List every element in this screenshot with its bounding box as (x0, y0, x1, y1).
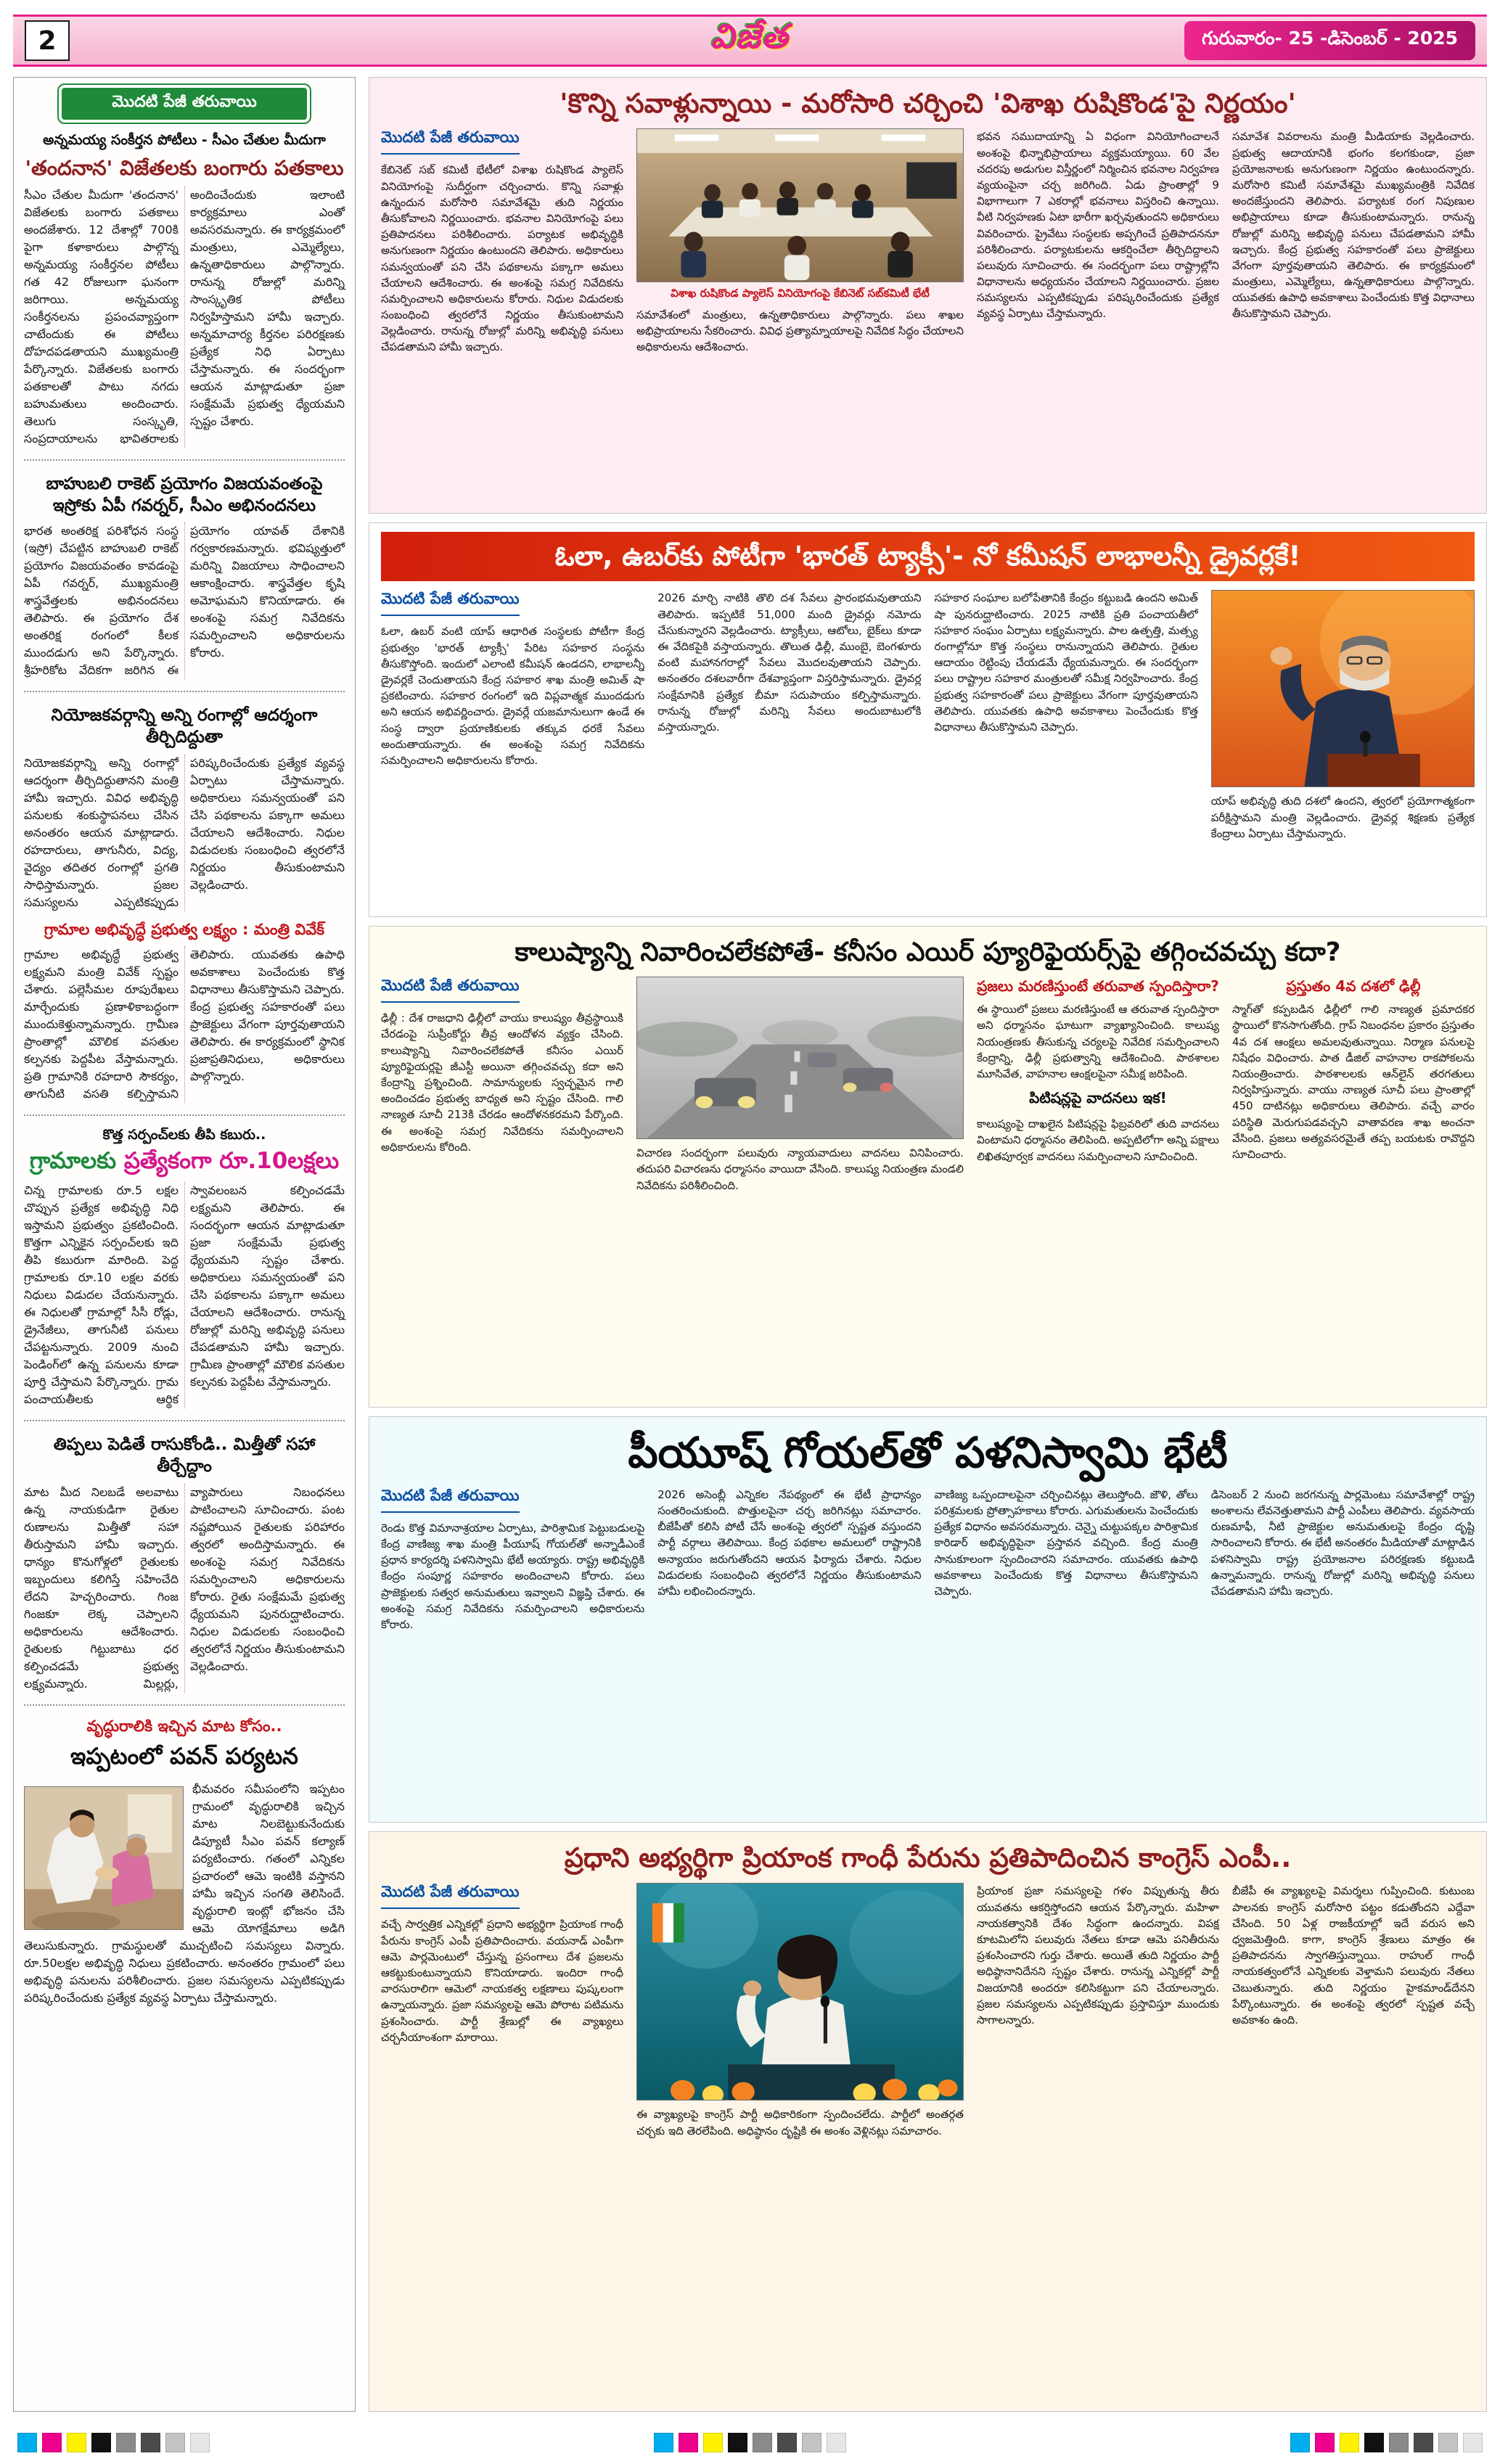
article-constituency-development (24, 691, 345, 1114)
article-kicker: అన్నమయ్య సంకీర్తన పోటీలు - సీఎం చేతుల మీదుగా (43, 132, 326, 148)
article-column (1232, 1883, 1475, 2402)
registration-mark (165, 2433, 185, 2452)
article-column (1232, 977, 1475, 1398)
article-headline: తిప్పలు పెడితే రాసుకోండి.. మిత్తీతో సహా తీర్చేద్దాం (53, 1435, 316, 1477)
article-body: 2026 అసెంబ్లీ ఎన్నికల నేపథ్యంలో ఈ భేటీ ప్రాధాన్యం సంతరించుకుంది. పొత్తులపైనా చర్చ జరిగినట్లు సమాచారం. బీజేపీతో కలిసి పోటీ చేసే అంశంపై త్వరలో స్పష్టత వస్తుందని పార్టీ వర్గాలు తెలిపాయి. కేంద్ర పథకాల అమలులో రాష్ట్రానికి అన్యాయం జరుగుతోందని ఆయన ఫిర్యాదు చేశారు. నిధుల విడుదలకు సంబంధించి త్వరలోనే నిర్ణయం తీసుకుంటామని హామీ లభించిందన్నారు. (657, 1487, 922, 1598)
continuation-label: మొదటి పేజీ తరువాయి (381, 1487, 520, 1513)
article-subhead: ప్రస్తుతం 4వ దశలో ఢిల్లీ (1286, 977, 1421, 995)
masthead-bar (13, 15, 1487, 67)
registration-mark (91, 2433, 111, 2452)
registration-marks-group-center (654, 2433, 846, 2452)
article-subhead: పిటిషన్లపై వాదనలు ఇక! (1029, 1089, 1167, 1107)
photo-delhi-smog-road (636, 977, 964, 1139)
article-kicker: వృద్ధురాలికి ఇచ్చిన మాట కోసం.. (86, 1717, 282, 1736)
registration-mark (190, 2433, 210, 2452)
article-column (977, 128, 1219, 504)
article-body: భవన సముదాయాన్ని ఏ విధంగా వినియోగించాలనే అంశంపై భిన్నాభిప్రాయాలు వ్యక్తమయ్యాయి. 60 వేల చదరపు అడుగుల విస్తీర్ణంలో నిర్మించిన భవనాల నిర్వహణ వ్యయంపైనా చర్చ జరిగింది. ఏడు ప్రాంతాల్లో 9 విభాగాలుగా 7 ఎకరాల్లో భవనాలు విస్తరించి ఉన్నాయి. వీటి నిర్వహణకు ఏటా భారీగా ఖర్చవుతుందని అధికారులు వివరించారు. ప్రైవేటు సంస్థలకు అప్పగించే ప్రతిపాదననూ పరిశీలించారు. పర్యాటకులను ఆకర్షించేలా తీర్చిదిద్దాలని పలువురు సూచించారు. ఈ సందర్భంగా పలు రాష్ట్రాల్లోని విధానాలను అధ్యయనం చేయాలని నిర్ణయించారు. ప్రజల సమస్యలను ఎప్పటికప్పుడు పరిష్కరించేందుకు ప్రత్యేక వ్యవస్థ ఏర్పాటు చేస్తామన్నారు. (976, 130, 1219, 321)
article-column (636, 1883, 964, 2402)
continuation-label: మొదటి పేజీ తరువాయి (381, 977, 520, 1003)
registration-mark (1364, 2433, 1384, 2452)
registration-mark (728, 2433, 747, 2452)
article-column (381, 128, 623, 504)
registration-marks-group-right (1290, 2433, 1483, 2452)
headline-part-magenta: ప్రత్యేకంగా రూ.10లక్షలు (116, 1148, 340, 1175)
article-column (636, 128, 964, 504)
article-body: సహకార సంఘాల బలోపేతానికి కేంద్రం కట్టుబడి ఉందని అమిత్ షా పునరుద్ఘాటించారు. 2025 నాటికి ప్రతి పంచాయతీలో సహకార సంఘం ఏర్పాటు లక్ష్యమన్నారు. పాల ఉత్పత్తి, మత్స్య రంగాల్లోనూ కొత్త సంస్థలు రానున్నాయని తెలిపారు. రైతుల ఆదాయం రెట్టింపు చేయడమే ధ్యేయమన్నారు. ఈ సందర్భంగా పలు రాష్ట్రాల సహకార మంత్రులతో సమీక్ష నిర్వహించారు. కేంద్ర ప్రభుత్వ సహకారంతో పలు ప్రాజెక్టులు వేగంగా పూర్తవుతాయని తెలిపారు. యువతకు ఉపాధి అవకాశాలు పెంచేందుకు కొత్త విధానాలు తీసుకొస్తామని చెప్పారు. (934, 591, 1198, 734)
article-tandanana-winners (24, 128, 345, 459)
article-body: భీమవరం సమీపంలోని ఇప్పటం గ్రామంలో వృద్ధురాలికి ఇచ్చిన మాట నిలబెట్టుకునేందుకు డిప్యూటీ సీఎం పవన్ కల్యాణ్ పర్యటించారు. గతంలో ఎన్నికల ప్రచారంలో ఆమె ఇంటికి వస్తానని హామీ ఇచ్చిన సంగతి తెలిసిందే. వృద్ధురాలి ఇంట్లో భోజనం చేసి ఆమె యోగక్షేమాలు అడిగి తెలుసుకున్నారు. గ్రామస్థులతో ముచ్చటించి సమస్యలు విన్నారు. రూ.50లక్షల అభివృద్ధి నిధులు ప్రకటించారు. అనంతరం గ్రామంలో పలు అభివృద్ధి పనులను పరిశీలించారు. ప్రజల సమస్యలను ఎప్పటికప్పుడు పరిష్కరించేందుకు ప్రత్యేక వ్యవస్థ ఏర్పాటు చేస్తామన్నారు. (24, 1782, 345, 2005)
registration-mark (679, 2433, 698, 2452)
article-body: స్మాగ్‌తో కప్పబడిన ఢిల్లీలో గాలి నాణ్యత ప్రమాదకర స్థాయిలో కొనసాగుతోంది. గ్రాప్ నిబంధనల ప్రకారం ప్రస్తుతం 4వ దశ ఆంక్షలు అమలవుతున్నాయి. నిర్మాణ పనులపై నిషేధం విధించారు. పాత డీజిల్ వాహనాల రాకపోకలను నియంత్రించారు. పాఠశాలలకు ఆన్‌లైన్ తరగతులు నిర్వహిస్తున్నారు. వాయు నాణ్యత సూచీ పలు ప్రాంతాల్లో 450 దాటినట్లు అధికారులు తెలిపారు. వచ్చే వారం పరిస్థితి మెరుగుపడవచ్చని వాతావరణ శాఖ అంచనా వేసింది. ప్రజలు అత్యవసరమైతే తప్ప బయటకు రావొద్దని సూచించారు. (1231, 1003, 1475, 1161)
article-body: ప్రియాంక ప్రజా సమస్యలపై గళం విప్పుతున్న తీరు యువతను ఆకర్షిస్తోందని ఆయన పేర్కొన్నారు. మహిళా నాయకత్వానికి దేశం సిద్ధంగా ఉందన్నారు. విపక్ష కూటమిలోని పలువురు నేతలు కూడా ఆమె పనితీరును ప్రశంసించారని గుర్తు చేశారు. అయితే తుది నిర్ణయం పార్టీ అధిష్ఠానానిదేనని స్పష్టం చేశారు. రానున్న ఎన్నికల్లో పార్టీ విజయానికి అందరూ కలిసికట్టుగా పని చేయాలన్నారు. ప్రజల సమస్యలను ఎప్పటికప్పుడు ప్రస్తావిస్తూ ముందుకు సాగాలన్నారు. (976, 1884, 1219, 2026)
registration-mark (1389, 2433, 1409, 2452)
continuation-label: మొదటి పేజీ తరువాయి (381, 590, 520, 616)
registration-mark (1315, 2433, 1335, 2452)
article-body: మాట మీద నిలబడే అలవాటు ఉన్న నాయకుడిగా రైతుల రుణాలను మిత్తీతో సహా తీరుస్తామని హామీ ఇచ్చారు. ధాన్యం కొనుగోళ్లలో రైతులకు ఇబ్బందులు కలిగిస్తే సహించేది లేదని హెచ్చరించారు. గింజ గింజకూ లెక్క చెప్పాలని అధికారులను ఆదేశించారు. రైతులకు గిట్టుబాటు ధర కల్పించడమే ప్రభుత్వ లక్ష్యమన్నారు. మిల్లర్లు, వ్యాపారులు నిబంధనలు పాటించాలని సూచించారు. పంట నష్టపోయిన రైతులకు పరిహారం త్వరలో అందిస్తామన్నారు. ఈ అంశంపై సమగ్ర నివేదికను సమర్పించాలని అధికారులను కోరారు. రైతు సంక్షేమమే ప్రభుత్వ ధ్యేయమని పునరుద్ఘాటించారు. నిధుల విడుదలకు సంబంధించి త్వరలోనే నిర్ణయం తీసుకుంటామని వెల్లడించారు. (24, 1485, 345, 1691)
registration-mark (17, 2433, 37, 2452)
article-body: చిన్న గ్రామాలకు రూ.5 లక్షల చొప్పున ప్రత్యేక అభివృద్ధి నిధి ఇస్తామని ప్రభుత్వం ప్రకటించింది. కొత్తగా ఎన్నికైన సర్పంచ్‌లకు ఇది తీపి కబురుగా మారింది. పెద్ద గ్రామాలకు రూ.10 లక్షల వరకు నిధులు విడుదల చేయనున్నారు. ఈ నిధులతో గ్రామాల్లో సీసీ రోడ్లు, డ్రైనేజీలు, తాగునీటి పనులు చేపట్టనున్నారు. 2009 నుంచి పెండింగ్‌లో ఉన్న పనులను కూడా పూర్తి చేస్తామని పేర్కొన్నారు. గ్రామ పంచాయతీలకు ఆర్థిక స్వావలంబన కల్పించడమే లక్ష్యమని తెలిపారు. ఈ సందర్భంగా ఆయన మాట్లాడుతూ ప్రజా సంక్షేమమే ప్రభుత్వ ధ్యేయమని స్పష్టం చేశారు. అధికారులు సమన్వయంతో పని చేసి పథకాలను పక్కాగా అమలు చేయాలని ఆదేశించారు. రానున్న రోజుల్లో మరిన్ని అభివృద్ధి పనులు చేపడతామని హామీ ఇచ్చారు. గ్రామీణ ప్రాంతాల్లో మౌలిక వసతుల కల్పనకు పెద్దపీట వేస్తామన్నారు. (24, 1183, 345, 1407)
article-delhi-pollution (369, 926, 1487, 1408)
photo-pawan-with-elderly-woman (24, 1786, 184, 1930)
article-column (977, 1883, 1219, 2402)
article-body: కాలుష్యంపై దాఖలైన పిటిషన్లపై ఫిబ్రవరిలో తుది వాదనలు వింటామని ధర్మాసనం తెలిపింది. అప్పటిలోగా అన్ని పక్షాలు లిఖితపూర్వక వాదనలు సమర్పించాలని సూచించింది. (976, 1117, 1219, 1163)
article-body: 2026 మార్చి నాటికి తొలి దశ సేవలు ప్రారంభమవుతాయని తెలిపారు. ఇప్పటికే 51,000 మంది డ్రైవర్లు నమోదు చేసుకున్నారని వెల్లడించారు. ట్యాక్సీలు, ఆటోలు, బైక్‌లు కూడా ఈ వేదికపైకి వస్తాయన్నారు. తొలుత ఢిల్లీ, ముంబై, బెంగళూరు వంటి మహానగరాల్లో సేవలు మొదలవుతాయని చెప్పారు. అనంతరం దశలవారీగా దేశవ్యాప్తంగా విస్తరిస్తామన్నారు. డ్రైవర్ల సంక్షేమానికి ప్రత్యేక బీమా సదుపాయం కల్పిస్తామన్నారు. రానున్న రోజుల్లో మరిన్ని సేవలు అందుబాటులోకి వస్తాయన్నారు. (657, 591, 922, 734)
article-column (381, 1487, 644, 1813)
date-badge: గురువారం- 25 -డిసెంబర్ - 2025 (1184, 21, 1475, 60)
article-body: వాణిజ్య ఒప్పందాలపైనా చర్చించినట్లు తెలుస్తోంది. జౌళి, తోలు పరిశ్రమలకు ప్రోత్సాహకాలు కోరారు. ఎగుమతులను పెంచేందుకు ప్రత్యేక విధానం అవసరమన్నారు. చెన్నై చుట్టుపక్కల పారిశ్రామిక కారిడార్ అభివృద్ధిపైనా ప్రస్తావన వచ్చింది. కేంద్ర మంత్రి సానుకూలంగా స్పందించారని సమాచారం. యువతకు ఉపాధి అవకాశాలు పెంచేందుకు కొత్త విధానాలు తీసుకొస్తామని చెప్పారు. (934, 1487, 1198, 1598)
registration-mark (802, 2433, 821, 2452)
continuation-label: మొదటి పేజీ తరువాయి (381, 1883, 520, 1909)
article-body: ఓలా, ఉబర్ వంటి యాప్ ఆధారిత సంస్థలకు పోటీగా కేంద్ర ప్రభుత్వం 'భారత్ ట్యాక్సీ' పేరిట సహకార సంస్థను తీసుకొస్తోంది. ఇందులో ఎలాంటి కమీషన్ ఉండదని, లాభాలన్నీ డ్రైవర్లకే చెందుతాయని కేంద్ర సహకార శాఖ మంత్రి అమిత్ షా ప్రకటించారు. సహకార రంగంలో ఇది విప్లవాత్మక ముందడుగు అని ఆయన అభివర్ణించారు. డ్రైవర్లే యజమానులుగా ఉండే ఈ సంస్థ ద్వారా ప్రయాణికులకు తక్కువ ధరకే సేవలు అందుతాయన్నారు. ఈ అంశంపై సమగ్ర నివేదికను సమర్పించాలని అధికారులను కోరారు. (381, 625, 645, 767)
article-headline: కాలుష్యాన్ని నివారించలేకపోతే- కనీసం ఎయిర్ ప్యూరిఫైయర్స్‌పై తగ్గించవచ్చు కదా? (515, 937, 1341, 967)
registration-mark (1438, 2433, 1458, 2452)
article-priyanka-pm-candidate (369, 1831, 1487, 2412)
registration-mark (777, 2433, 797, 2452)
article-body: నియోజకవర్గాన్ని అన్ని రంగాల్లో ఆదర్శంగా తీర్చిదిద్దుతానని మంత్రి హామీ ఇచ్చారు. వివిధ అభివృద్ధి పనులకు శంకుస్థాపనలు చేసిన అనంతరం ఆయన మాట్లాడారు. రహదారులు, తాగునీరు, విద్య, వైద్యం తదితర రంగాల్లో ప్రగతి సాధిస్తామన్నారు. ప్రజల సమస్యలను ఎప్పటికప్పుడు పరిష్కరించేందుకు ప్రత్యేక వ్యవస్థ ఏర్పాటు చేస్తామన్నారు. అధికారులు సమన్వయంతో పని చేసి పథకాలను పక్కాగా అమలు చేయాలని ఆదేశించారు. నిధుల విడుదలకు సంబంధించి త్వరలోనే నిర్ణయం తీసుకుంటామని వెల్లడించారు. (24, 756, 345, 910)
article-body: ఈ వ్యాఖ్యలపై కాంగ్రెస్ పార్టీ అధికారికంగా స్పందించలేదు. పార్టీలో అంతర్గత చర్చకు ఇది తెరలేపింది. అధిష్ఠానం దృష్టికి ఈ అంశం వెళ్లినట్లు సమాచారం. (636, 2108, 964, 2137)
article-column (1232, 128, 1475, 504)
article-bharat-taxi (369, 522, 1487, 917)
registration-mark (141, 2433, 160, 2452)
article-headline: నియోజకవర్గాన్ని అన్ని రంగాల్లో ఆదర్శంగా తీర్చిదిద్దుతా (51, 706, 318, 747)
registration-mark (1290, 2433, 1310, 2452)
article-body: సమావేశంలో మంత్రులు, ఉన్నతాధికారులు పాల్గొన్నారు. పలు శాఖల అభిప్రాయాలను సేకరించారు. వివిధ ప్రత్యామ్నాయాలపై నివేదిక సిద్ధం చేయాలని అధికారులను ఆదేశించారు. (636, 308, 964, 354)
article-body: గ్రామాల అభివృద్ధే ప్రభుత్వ లక్ష్యమని మంత్రి వివేక్ స్పష్టం చేశారు. పల్లెసీమల రూపురేఖలు మార్చేందుకు ప్రణాళికాబద్ధంగా ముందుకెళ్తున్నామన్నారు. గ్రామీణ ప్రాంతాల్లో మౌలిక వసతుల కల్పనకు పెద్దపీట వేస్తామన్నారు. ప్రతి గ్రామానికి రహదారి సౌకర్యం, తాగునీటి వసతి కల్పిస్తామని తెలిపారు. యువతకు ఉపాధి అవకాశాలు పెంచేందుకు కొత్త విధానాలు తీసుకొస్తామని చెప్పారు. కేంద్ర ప్రభుత్వ సహకారంతో పలు ప్రాజెక్టులు వేగంగా పూర్తవుతాయని తెలిపారు. ఈ కార్యక్రమంలో స్థానిక ప్రజాప్రతినిధులు, అధికారులు పాల్గొన్నారు. (24, 947, 345, 1101)
registration-mark (654, 2433, 673, 2452)
article-body: సమావేశ వివరాలను మంత్రి మీడియాకు వెల్లడించారు. ప్రభుత్వ ఆదాయానికి భంగం కలగకుండా, ప్రజా ప్రయోజనాలకు అనుగుణంగా నిర్ణయం ఉంటుందన్నారు. మరోసారి కమిటీ సమావేశమై ముఖ్యమంత్రికి నివేదిక అందజేస్తుందని తెలిపారు. పర్యాటక రంగ నిపుణుల అభిప్రాయాలు కూడా తీసుకుంటామన్నారు. రానున్న రోజుల్లో మరిన్ని అభివృద్ధి పనులు చేపడతామని హామీ ఇచ్చారు. కేంద్ర ప్రభుత్వ సహకారంతో పలు ప్రాజెక్టులు వేగంగా పూర్తవుతాయని తెలిపారు. ఈ కార్యక్రమంలో మంత్రులు, ఎమ్మెల్యేలు, ఉన్నతాధికారులు పాల్గొన్నారు. యువతకు ఉపాధి అవకాశాలు పెంచేందుకు కొత్త విధానాలు తీసుకొస్తామని చెప్పారు. (1231, 130, 1475, 321)
article-farmer-loans (24, 1420, 345, 1704)
registration-mark (703, 2433, 723, 2452)
article-body: భారత అంతరిక్ష పరిశోధన సంస్థ (ఇస్రో) చేపట్టిన బాహుబలి రాకెట్ ప్రయోగం విజయవంతం కావడంపై ఏపీ గవర్నర్, ముఖ్యమంత్రి శాస్త్రవేత్తలకు అభినందనలు తెలిపారు. ఈ ప్రయోగం దేశ అంతరిక్ష రంగంలో కీలక ముందడుగు అని పేర్కొన్నారు. శ్రీహరికోట వేదికగా జరిగిన ఈ ప్రయోగం యావత్ దేశానికి గర్వకారణమన్నారు. భవిష్యత్తులో మరిన్ని విజయాలు సాధించాలని ఆకాంక్షించారు. శాస్త్రవేత్తల కృషి అమోఘమని కొనియాడారు. ఈ అంశంపై సమగ్ర నివేదికను సమర్పించాలని అధికారులను కోరారు. (24, 524, 345, 678)
photo-priyanka-gandhi-speech (636, 1883, 964, 2100)
article-column (381, 590, 644, 908)
article-body: యాప్ అభివృద్ధి తుది దశలో ఉందని, త్వరలో ప్రయోగాత్మకంగా పరీక్షిస్తామని మంత్రి వెల్లడించారు. డ్రైవర్ల శిక్షణకు ప్రత్యేక కేంద్రాలు ఏర్పాటు చేస్తామన్నారు. (1210, 794, 1475, 840)
section-header: మొదటి పేజీ తరువాయి (62, 88, 307, 120)
article-headline: బాహుబలి రాకెట్ ప్రయోగం విజయవంతంపై ఇస్రోకు ఏపీ గవర్నర్, సీఎం అభినందనలు (46, 474, 323, 515)
article-column (977, 977, 1219, 1398)
article-column (381, 1883, 623, 2402)
registration-mark (1340, 2433, 1359, 2452)
article-body: బీజేపీ ఈ వ్యాఖ్యలపై విమర్శలు గుప్పించింది. కుటుంబ పాలనకు కాంగ్రెస్ మరోసారి పట్టం కడుతోందని ఎద్దేవా చేసింది. 50 ఏళ్ల రాజకీయాల్లో ఇదే వరుస అని ధ్వజమెత్తింది. కాగా, కాంగ్రెస్ శ్రేణులు మాత్రం ఈ ప్రతిపాదనను స్వాగతిస్తున్నాయి. రాహుల్ గాంధీ నాయకత్వంలోనే ఎన్నికలకు వెళ్తామని పలువురు నేతలు చెబుతున్నారు. తుది నిర్ణయం హైకమాండ్‌దేనని పేర్కొంటున్నారు. ఈ అంశంపై త్వరలో స్పష్టత వచ్చే అవకాశం ఉంది. (1231, 1884, 1475, 2026)
article-column (1211, 1487, 1475, 1813)
article-column (381, 977, 623, 1398)
article-headline: 'కొన్ని సవాళ్లున్నాయి - మరోసారి చర్చించి 'విశాఖ రుషికొండ'పై నిర్ణయం' (560, 88, 1296, 119)
registration-mark (1414, 2433, 1433, 2452)
article-rushikonda-decision (369, 77, 1487, 514)
article-headline (24, 1148, 345, 1175)
article-column (636, 977, 964, 1398)
article-body: విచారణ సందర్భంగా పలువురు న్యాయవాదులు వాదనలు వినిపించారు. తదుపరి విచారణను ధర్మాసనం వాయిదా వేసింది. కాలుష్య నియంత్రణ మండలి నివేదికను పరిశీలించింది. (636, 1146, 964, 1192)
article-subhead: ప్రజలు మరణిస్తుంటే తరువాత స్పందిస్తారా? (977, 977, 1219, 995)
registration-mark (67, 2433, 86, 2452)
article-headline: ఇప్పటంలో పవన్ పర్యటన (70, 1744, 298, 1770)
article-headline: ప్రధాని అభ్యర్థిగా ప్రియాంక గాంధీ పేరును ప్రతిపాదించిన కాంగ్రెస్ ఎంపీ.. (564, 1842, 1292, 1873)
article-column (657, 590, 921, 908)
article-body: సీఎం చేతుల మీదుగా 'తందనాన' విజేతలకు బంగారు పతకాలు అందజేశారు. 12 దేశాల్లో 700కి పైగా కళాకారులు పాల్గొన్న అన్నమయ్య సంకీర్తనల పోటీలు గత 42 రోజులుగా ఘనంగా జరిగాయి. అన్నమయ్య సంకీర్తనలను ప్రపంచవ్యాప్తంగా చాటేందుకు ఈ పోటీలు దోహదపడతాయని ముఖ్యమంత్రి పేర్కొన్నారు. విజేతలకు బంగారు పతకాలతో పాటు నగదు బహుమతులు అందించారు. తెలుగు సంస్కృతి, సంప్రదాయాలను భావితరాలకు అందించేందుకు ఇలాంటి కార్యక్రమాలు ఎంతో అవసరమన్నారు. ఈ కార్యక్రమంలో మంత్రులు, ఎమ్మెల్యేలు, ఉన్నతాధికారులు పాల్గొన్నారు. రానున్న రోజుల్లో మరిన్ని సాంస్కృతిక పోటీలు నిర్వహిస్తామని హామీ ఇచ్చారు. అన్నమాచార్య కీర్తనల పరిరక్షణకు ప్రత్యేక నిధి ఏర్పాటు చేస్తామన్నారు. ఈ సందర్భంగా ఆయన మాట్లాడుతూ ప్రజా సంక్షేమమే ప్రభుత్వ ధ్యేయమని స్పష్టం చేశారు. (24, 187, 345, 445)
article-kicker: కొత్త సర్పంచ్‌లకు తీపి కబురు.. (102, 1126, 266, 1143)
masthead-logo: విజేత (710, 17, 790, 56)
article-body: రెండు కొత్త విమానాశ్రయాల ఏర్పాటు, పారిశ్రామిక పెట్టుబడులపై కేంద్ర వాణిజ్య శాఖ మంత్రి పీయూష్ గోయల్‌తో అన్నాడీఎంకే ప్రధాన కార్యదర్శి పళనిస్వామి భేటీ అయ్యారు. రాష్ట్ర అభివృద్ధికి కేంద్రం సంపూర్ణ సహకారం అందించాలని కోరారు. పలు ప్రాజెక్టులకు సత్వర అనుమతులు ఇవ్వాలని విజ్ఞప్తి చేశారు. ఈ అంశంపై సమగ్ర నివేదికను సమర్పించాలని అధికారులను కోరారు. (381, 1521, 645, 1631)
article-body: డిసెంబర్ 2 నుంచి జరగనున్న పార్లమెంటు సమావేశాల్లో రాష్ట్ర అంశాలను లేవనెత్తుతామని పార్టీ ఎంపీలు తెలిపారు. వ్యవసాయ రుణమాఫీ, నీటి ప్రాజెక్టుల అనుమతులపై కేంద్రం దృష్టి సారించాలని కోరారు. ఈ భేటీ అనంతరం మీడియాతో మాట్లాడిన పళనిస్వామి రాష్ట్ర ప్రయోజనాల పరిరక్షణకు కట్టుబడి ఉన్నామన్నారు. రానున్న రోజుల్లో మరిన్ని అభివృద్ధి పనులు చేపడతామని హామీ ఇచ్చారు. (1210, 1487, 1475, 1598)
article-headline: పీయూష్ గోయల్‌తో పళనిస్వామి భేటీ (628, 1428, 1228, 1477)
main-articles-column (369, 77, 1487, 2412)
headline-part-green: గ్రామాలకు (29, 1148, 117, 1175)
article-subhead: గ్రామాల అభివృద్ధే ప్రభుత్వ లక్ష్యం : మంత్రి వివేక్ (44, 921, 325, 939)
page-number: 2 (25, 20, 70, 61)
registration-mark (1463, 2433, 1483, 2452)
article-body: ఢిల్లీ : దేశ రాజధాని ఢిల్లీలో వాయు కాలుష్యం తీవ్రస్థాయికి చేరడంపై సుప్రీంకోర్టు తీవ్ర ఆందోళన వ్యక్తం చేసింది. కాలుష్యాన్ని నివారించలేకపోతే కనీసం ఎయిర్ ప్యూరిఫైయర్లపై జీఎస్టీ అయినా తగ్గించవచ్చు కదా అని కేంద్రాన్ని ప్రశ్నించింది. సామాన్యులకు స్వచ్ఛమైన గాలి అందించడం ప్రభుత్వ బాధ్యత అని స్పష్టం చేసింది. గాలి నాణ్యత సూచీ 213కి చేరడం ఆందోళనకరమని పేర్కొంది. ఈ అంశంపై సమగ్ర నివేదికను సమర్పించాలని అధికారులను కోరింది. (381, 1011, 624, 1154)
photo-amit-shah-speech (1211, 590, 1475, 787)
article-body: వచ్చే సార్వత్రిక ఎన్నికల్లో ప్రధాని అభ్యర్థిగా ప్రియాంక గాంధీ పేరును కాంగ్రెస్ ఎంపీ ప్రతిపాదించారు. వయనాడ్ ఎంపీగా ఆమె పార్లమెంటులో చేస్తున్న ప్రసంగాలు దేశ ప్రజలను ఆకట్టుకుంటున్నాయని కొనియాడారు. ఇందిరా గాంధీ వారసురాలిగా ఆమెలో నాయకత్వ లక్షణాలు పుష్కలంగా ఉన్నాయన్నారు. ప్రజా సమస్యలపై ఆమె పోరాట పటిమను ప్రశంసించారు. పార్టీ శ్రేణుల్లో ఈ వ్యాఖ్యలు చర్చనీయాంశంగా మారాయి. (381, 1918, 624, 2044)
article-goyal-palaniswami-meeting (369, 1416, 1487, 1823)
registration-mark (753, 2433, 772, 2452)
registration-marks-row (17, 2433, 1483, 2452)
registration-mark (42, 2433, 62, 2452)
article-column (657, 1487, 921, 1813)
registration-mark (827, 2433, 846, 2452)
article-column (935, 1487, 1198, 1813)
photo-caption: విశాఖ రుషికొండ ప్యాలెస్ వినియోగంపై కేబినెట్ సబ్‌కమిటీ భేటీ (671, 287, 930, 300)
article-isro-bahubali-rocket (24, 459, 345, 691)
left-continuation-column (13, 77, 356, 2412)
article-body: కేబినెట్ సబ్ కమిటీ భేటీలో విశాఖ రుషికొండ ప్యాలెస్ వినియోగంపై సుదీర్ఘంగా చర్చించారు. కొన్ని సవాళ్లు ఉన్నందున మరోసారి సమావేశమై తుది నిర్ణయం తీసుకోవాలని నిర్ణయించారు. భవనాల వినియోగంపై పలు ప్రతిపాదనలు పరిశీలించారు. పర్యాటక అభివృద్ధికి అనుగుణంగా నిర్ణయం ఉంటుందని తెలిపారు. అధికారులు సమన్వయంతో పని చేసి పథకాలను పక్కాగా అమలు చేయాలని ఆదేశించారు. ఈ అంశంపై సమగ్ర నివేదికను సమర్పించాలని అధికారులను కోరారు. నిధుల విడుదలకు సంబంధించి త్వరలోనే నిర్ణయం తీసుకుంటామని వెల్లడించారు. రానున్న రోజుల్లో మరిన్ని అభివృద్ధి పనులు చేపడతామని హామీ ఇచ్చారు. (381, 163, 624, 354)
article-body: ఈ స్థాయిలో ప్రజలు మరణిస్తుంటే ఆ తరువాత స్పందిస్తారా అని ధర్మాసనం ఘాటుగా వ్యాఖ్యానించింది. కాలుష్య నియంత్రణకు తీసుకున్న చర్యలపై నివేదిక సమర్పించాలని కేంద్రాన్ని, ఢిల్లీ ప్రభుత్వాన్ని ఆదేశించింది. పాఠశాలల మూసివేత, వాహనాల ఆంక్షలపైనా సమీక్ష జరిపింది. (976, 1003, 1219, 1080)
registration-mark (116, 2433, 136, 2452)
article-headline: 'తందనాన' విజేతలకు బంగారు పతకాలు (25, 155, 344, 180)
article-village-funds (24, 1114, 345, 1421)
article-headline: ఓలా, ఉబర్‌కు పోటీగా 'భారత్ ట్యాక్సీ'- నో కమీషన్ లాభాలన్నీ డ్రైవర్లకే! (381, 532, 1475, 581)
article-column (1211, 590, 1475, 908)
article-column (935, 590, 1198, 908)
article-pawan-visit (24, 1704, 345, 2019)
photo-cabinet-subcommittee-meeting (636, 128, 964, 282)
continuation-label: మొదటి పేజీ తరువాయి (381, 128, 520, 155)
registration-marks-group-left (17, 2433, 210, 2452)
